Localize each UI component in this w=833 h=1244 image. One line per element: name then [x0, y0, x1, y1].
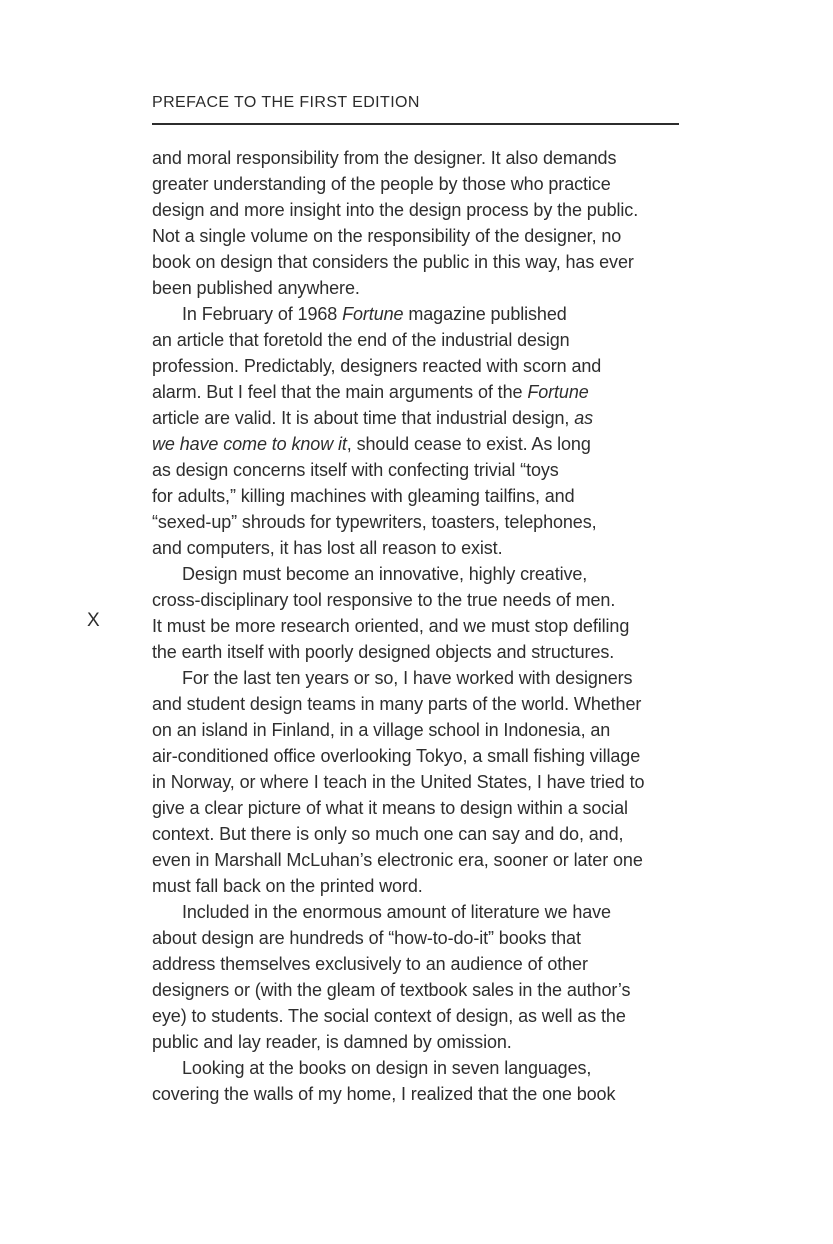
- text-line: [152, 535, 692, 561]
- text-run: and student design teams in many parts of the world. Whether: [152, 694, 642, 714]
- text-line: [152, 327, 692, 353]
- paragraph: [152, 301, 692, 561]
- text-line: [152, 509, 692, 535]
- text-line: [152, 821, 692, 847]
- text-line: [152, 223, 692, 249]
- text-line: [152, 431, 692, 457]
- page-title: PREFACE TO THE FIRST EDITION: [152, 94, 420, 111]
- paragraph: [152, 1055, 692, 1107]
- text-line: [152, 769, 692, 795]
- text-line: [152, 1003, 692, 1029]
- text-run: designers or (with the gleam of textbook sales in the author’s: [152, 980, 631, 1000]
- text-run: For the last ten years or so, I have worked with designers: [182, 668, 633, 688]
- page-number: X: [87, 610, 100, 631]
- text-line: [152, 1055, 692, 1081]
- text-line: [152, 847, 692, 873]
- text-run: as: [574, 408, 594, 428]
- text-line: [152, 171, 692, 197]
- text-run: address themselves exclusively to an audience of other: [152, 954, 588, 974]
- paragraph: [152, 665, 692, 899]
- text-run: Looking at the books on design in seven languages,: [182, 1058, 592, 1078]
- text-run: context. But there is only so much one can say and do, and,: [152, 824, 624, 844]
- text-run: air-conditioned office overlooking Tokyo, a small fishing village: [152, 746, 641, 766]
- text-line: [152, 483, 692, 509]
- text-line: [152, 873, 692, 899]
- text-line: [152, 275, 692, 301]
- text-run: in Norway, or where I teach in the United States, I have tried to: [152, 772, 645, 792]
- text-run: been published anywhere.: [152, 278, 360, 298]
- text-run: “sexed-up” shrouds for typewriters, toasters, telephones,: [152, 512, 597, 532]
- text-line: [152, 1081, 692, 1107]
- text-line: [152, 353, 692, 379]
- text-line: [152, 145, 692, 171]
- text-run: public and lay reader, is damned by omission.: [152, 1032, 512, 1052]
- text-line: [152, 717, 692, 743]
- text-run: and computers, it has lost all reason to exist.: [152, 538, 503, 558]
- text-line: [152, 613, 692, 639]
- text-run: even in Marshall McLuhan’s electronic era, sooner or later one: [152, 850, 643, 870]
- text-run: covering the walls of my home, I realized that the one book: [152, 1084, 616, 1104]
- text-run: Included in the enormous amount of literature we have: [182, 902, 611, 922]
- text-line: [152, 743, 692, 769]
- text-run: Fortune: [527, 382, 589, 402]
- text-run: design and more insight into the design process by the public.: [152, 200, 639, 220]
- text-run: magazine published: [403, 304, 567, 324]
- text-line: [152, 561, 692, 587]
- paragraph: [152, 561, 692, 665]
- text-line: [152, 925, 692, 951]
- text-run: profession. Predictably, designers reacted with scorn and: [152, 356, 602, 376]
- text-line: [152, 405, 692, 431]
- text-run: In February of 1968: [182, 304, 343, 324]
- text-run: , should cease to exist. As long: [346, 434, 591, 454]
- text-run: It must be more research oriented, and we must stop defiling: [152, 616, 630, 636]
- paragraph: [152, 899, 692, 1055]
- text-line: [152, 665, 692, 691]
- text-line: [152, 951, 692, 977]
- text-run: alarm. But I feel that the main arguments of the: [152, 382, 528, 402]
- text-run: we have come to know it: [152, 434, 347, 454]
- text-line: [152, 587, 692, 613]
- text-run: Fortune: [342, 304, 404, 324]
- text-run: give a clear picture of what it means to design within a social: [152, 798, 628, 818]
- header-rule: [152, 123, 679, 125]
- text-run: article are valid. It is about time that industrial design,: [152, 408, 575, 428]
- text-run: greater understanding of the people by those who practice: [152, 174, 611, 194]
- text-run: must fall back on the printed word.: [152, 876, 423, 896]
- text-run: about design are hundreds of “how-to-do-it” books that: [152, 928, 581, 948]
- text-run: cross-disciplinary tool responsive to the true needs of men.: [152, 590, 616, 610]
- text-line: [152, 249, 692, 275]
- text-run: Design must become an innovative, highly creative,: [182, 564, 588, 584]
- paragraph: [152, 145, 692, 301]
- text-line: [152, 639, 692, 665]
- text-run: Not a single volume on the responsibility of the designer, no: [152, 226, 622, 246]
- text-run: the earth itself with poorly designed objects and structures.: [152, 642, 615, 662]
- text-line: [152, 197, 692, 223]
- text-run: and moral responsibility from the designer. It also demands: [152, 148, 617, 168]
- text-run: for adults,” killing machines with gleaming tailfins, and: [152, 486, 575, 506]
- text-run: on an island in Finland, in a village school in Indonesia, an: [152, 720, 611, 740]
- text-line: [152, 379, 692, 405]
- text-line: [152, 691, 692, 717]
- text-line: [152, 1029, 692, 1055]
- body-text: [152, 145, 692, 1107]
- text-run: eye) to students. The social context of design, as well as the: [152, 1006, 626, 1026]
- text-line: [152, 457, 692, 483]
- text-run: as design concerns itself with confecting trivial “toys: [152, 460, 559, 480]
- text-run: book on design that considers the public in this way, has ever: [152, 252, 634, 272]
- text-line: [152, 977, 692, 1003]
- text-line: [152, 301, 692, 327]
- text-line: [152, 899, 692, 925]
- text-run: an article that foretold the end of the industrial design: [152, 330, 570, 350]
- text-line: [152, 795, 692, 821]
